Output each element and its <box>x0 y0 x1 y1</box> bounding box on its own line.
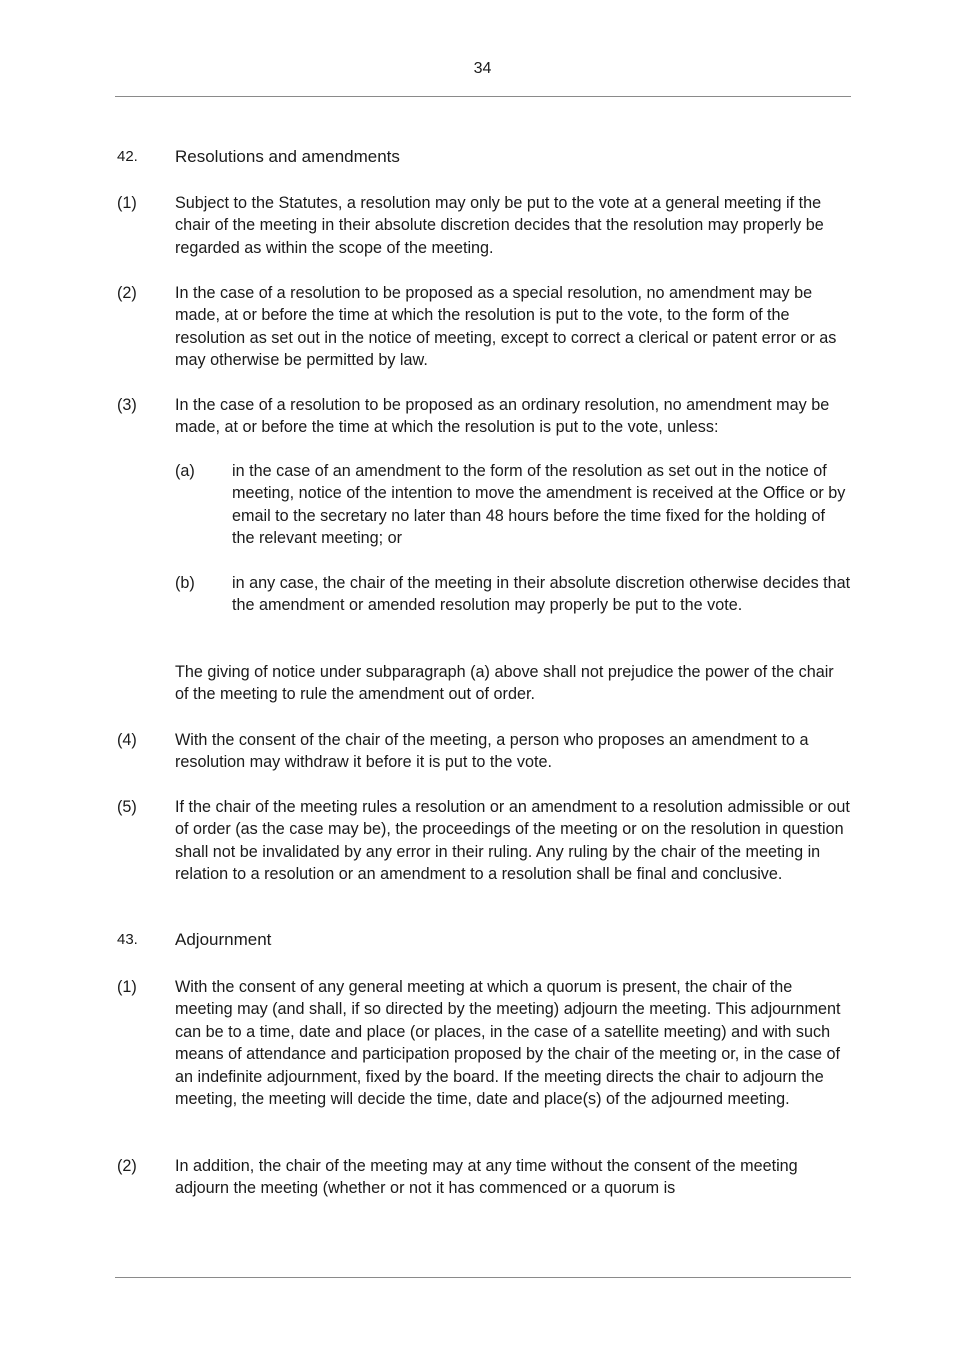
paragraph-number: (1) <box>117 194 137 212</box>
paragraph-number: (3) <box>117 396 137 414</box>
paragraph-text: In the case of a resolution to be proposed as an ordinary resolution, no amendment may be made, at or before the time at which the resolution is put to the vote, unless: <box>175 396 830 437</box>
paragraph-number: (1) <box>117 978 137 996</box>
paragraph-number: (2) <box>117 284 137 302</box>
paragraph-text: Subject to the Statutes, a resolution may only be put to the vote at a general meeting if the chair of the meeting in their absolute discretion decides that the resolution may properly be regarded as within the scope of the meeting. <box>175 194 824 257</box>
paragraph-text: With the consent of the chair of the meeting, a person who proposes an amendment to a resolution may withdraw it before it is put to the vote. <box>175 731 809 772</box>
paragraph-text: The giving of notice under subparagraph (a) above shall not prejudice the power of the chair of the meeting to rule the amendment out of order. <box>175 663 834 704</box>
section-title: Resolutions and amendments <box>175 147 400 166</box>
section-number: 42. <box>117 148 138 165</box>
subparagraph-letter: (b) <box>175 574 195 592</box>
paragraph-number: (2) <box>117 1157 137 1175</box>
paragraph-number: (4) <box>117 731 137 749</box>
paragraph-text: In the case of a resolution to be proposed as a special resolution, no amendment may be made, at or before the time at which the resolution is put to the vote, to the form of the resolution as set out in the notice of meeting, except to correct a clerical or patent error or as may otherwise be permitted by law. <box>175 284 837 370</box>
section-title: Adjournment <box>175 930 272 949</box>
paragraph-text: If the chair of the meeting rules a resolution or an amendment to a resolution admissible or out of order (as the case may be), the proceedings of the meeting or on the resolution in question shall not be invalidated by any error in their ruling. Any ruling by the chair of the meeting in relation to a resolution or an amendment to a resolution shall be final and conclusive. <box>175 798 850 884</box>
subparagraph-text: in the case of an amendment to the form of the resolution as set out in the notice of meeting, notice of the intention to move the amendment is received at the Office or by email to the secretary no later than 48 hours before the time fixed for the holding of the relevant meeting; or <box>232 462 846 548</box>
subparagraph-text: in any case, the chair of the meeting in their absolute discretion otherwise decides that the amendment or amended resolution may properly be put to the vote. <box>232 574 851 615</box>
paragraph-text: In addition, the chair of the meeting may at any time without the consent of the meeting adjourn the meeting (whether or not it has commenced or a quorum is <box>175 1157 798 1198</box>
paragraph-text: With the consent of any general meeting at which a quorum is present, the chair of the meeting may (and shall, if so directed by the meeting) adjourn the meeting. This adjournment can be to a time, date and place (or places, in the case of a satellite meeting) and with such means of attendance and participation proposed by the chair of the meeting or, in the case of an indefinite adjournment, fixed by the board. If the meeting directs the chair to adjourn the meeting, the meeting will decide the time, date and place(s) of the adjourned meeting. <box>175 978 841 1109</box>
footer-rule <box>115 1277 851 1278</box>
header-rule <box>115 96 851 97</box>
section-number: 43. <box>117 931 138 948</box>
subparagraph-letter: (a) <box>175 462 195 480</box>
page-number: 34 <box>473 60 492 77</box>
paragraph-number: (5) <box>117 798 137 816</box>
